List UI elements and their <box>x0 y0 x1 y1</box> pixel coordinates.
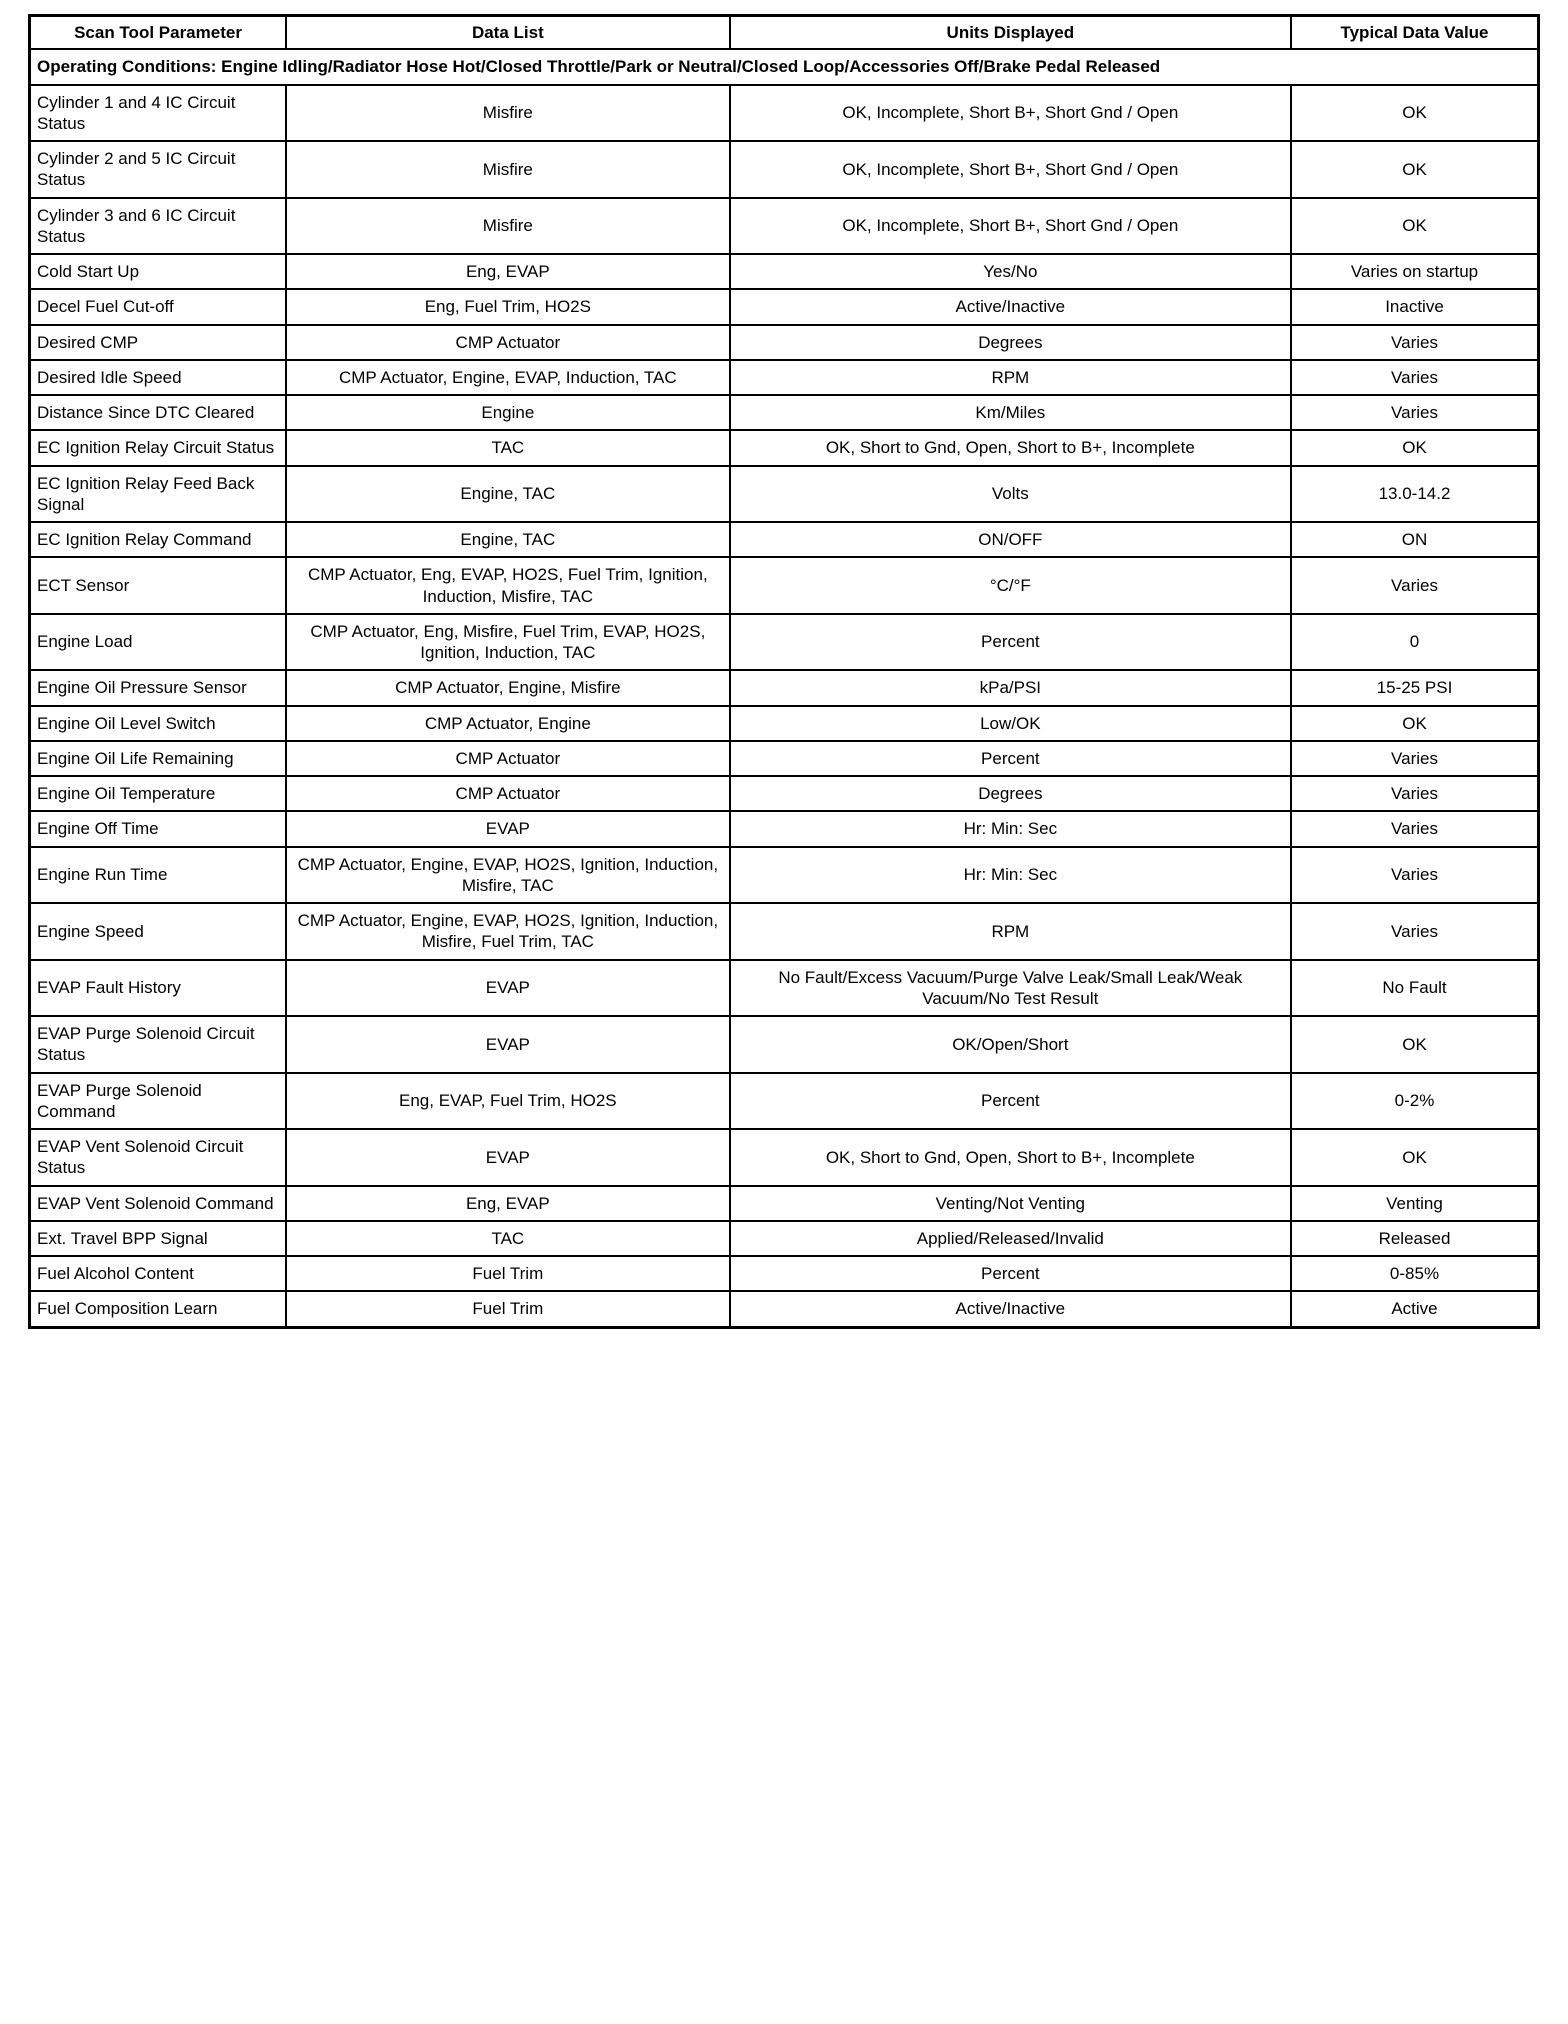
typical-value-cell: No Fault <box>1291 960 1539 1017</box>
data-list-cell: Misfire <box>286 198 730 255</box>
units-cell: ON/OFF <box>730 522 1291 557</box>
table-row <box>30 430 1539 465</box>
typical-value-cell: Varies <box>1291 741 1539 776</box>
table-row <box>30 85 1539 142</box>
table-row <box>30 903 1539 960</box>
parameter-cell: Cylinder 1 and 4 IC Circuit Status <box>30 85 287 142</box>
data-list-cell: Eng, EVAP, Fuel Trim, HO2S <box>286 1073 730 1130</box>
units-cell: Hr: Min: Sec <box>730 847 1291 904</box>
parameter-cell: EVAP Purge Solenoid Circuit Status <box>30 1016 287 1073</box>
data-list-cell: CMP Actuator, Engine, EVAP, HO2S, Ignition, Induction, Misfire, Fuel Trim, TAC <box>286 903 730 960</box>
data-list-cell: CMP Actuator <box>286 741 730 776</box>
data-list-cell: Eng, EVAP <box>286 254 730 289</box>
parameter-cell: EC Ignition Relay Circuit Status <box>30 430 287 465</box>
data-list-cell: CMP Actuator, Eng, EVAP, HO2S, Fuel Trim, Ignition, Induction, Misfire, TAC <box>286 557 730 614</box>
table-row <box>30 1129 1539 1186</box>
parameter-cell: ECT Sensor <box>30 557 287 614</box>
table-row <box>30 741 1539 776</box>
units-cell: OK, Short to Gnd, Open, Short to B+, Incomplete <box>730 430 1291 465</box>
typical-value-cell: Varies <box>1291 325 1539 360</box>
units-cell: Volts <box>730 466 1291 523</box>
table-row <box>30 776 1539 811</box>
data-list-cell: CMP Actuator <box>286 325 730 360</box>
typical-value-cell: Active <box>1291 1291 1539 1327</box>
units-cell: kPa/PSI <box>730 670 1291 705</box>
parameter-cell: Distance Since DTC Cleared <box>30 395 287 430</box>
table-row <box>30 1291 1539 1327</box>
typical-value-cell: Inactive <box>1291 289 1539 324</box>
typical-value-cell: OK <box>1291 1016 1539 1073</box>
parameter-cell: Engine Oil Pressure Sensor <box>30 670 287 705</box>
table-row <box>30 811 1539 846</box>
table-row <box>30 141 1539 198</box>
typical-value-cell: Varies <box>1291 395 1539 430</box>
parameter-cell: Fuel Composition Learn <box>30 1291 287 1327</box>
column-header-units-displayed: Units Displayed <box>730 16 1291 50</box>
parameter-cell: EC Ignition Relay Feed Back Signal <box>30 466 287 523</box>
units-cell: Percent <box>730 741 1291 776</box>
typical-value-cell: OK <box>1291 1129 1539 1186</box>
typical-value-cell: Varies <box>1291 557 1539 614</box>
parameter-cell: Engine Oil Life Remaining <box>30 741 287 776</box>
units-cell: Km/Miles <box>730 395 1291 430</box>
typical-value-cell: Varies <box>1291 903 1539 960</box>
units-cell: Venting/Not Venting <box>730 1186 1291 1221</box>
header-row <box>30 16 1539 50</box>
typical-value-cell: OK <box>1291 85 1539 142</box>
data-list-cell: EVAP <box>286 1129 730 1186</box>
parameter-cell: Cylinder 2 and 5 IC Circuit Status <box>30 141 287 198</box>
table-row <box>30 670 1539 705</box>
parameter-cell: Engine Oil Temperature <box>30 776 287 811</box>
typical-value-cell: OK <box>1291 706 1539 741</box>
data-list-cell: TAC <box>286 1221 730 1256</box>
units-cell: OK, Incomplete, Short B+, Short Gnd / Open <box>730 198 1291 255</box>
data-list-cell: CMP Actuator, Engine, Misfire <box>286 670 730 705</box>
parameter-cell: Fuel Alcohol Content <box>30 1256 287 1291</box>
typical-value-cell: 13.0-14.2 <box>1291 466 1539 523</box>
table-row <box>30 466 1539 523</box>
column-header-scan-tool-parameter: Scan Tool Parameter <box>30 16 287 50</box>
parameter-cell: Desired CMP <box>30 325 287 360</box>
table-row <box>30 360 1539 395</box>
data-list-cell: CMP Actuator, Engine <box>286 706 730 741</box>
parameter-cell: EVAP Vent Solenoid Command <box>30 1186 287 1221</box>
data-list-cell: CMP Actuator <box>286 776 730 811</box>
units-cell: RPM <box>730 360 1291 395</box>
table-row <box>30 847 1539 904</box>
units-cell: Percent <box>730 1073 1291 1130</box>
units-cell: OK, Short to Gnd, Open, Short to B+, Incomplete <box>730 1129 1291 1186</box>
data-list-cell: CMP Actuator, Eng, Misfire, Fuel Trim, EVAP, HO2S, Ignition, Induction, TAC <box>286 614 730 671</box>
table-row <box>30 1256 1539 1291</box>
parameter-cell: Desired Idle Speed <box>30 360 287 395</box>
parameter-cell: Engine Oil Level Switch <box>30 706 287 741</box>
data-list-cell: CMP Actuator, Engine, EVAP, HO2S, Ignition, Induction, Misfire, TAC <box>286 847 730 904</box>
parameter-cell: Engine Load <box>30 614 287 671</box>
table-body <box>30 85 1539 1328</box>
data-list-cell: Engine, TAC <box>286 522 730 557</box>
table-row <box>30 198 1539 255</box>
units-cell: RPM <box>730 903 1291 960</box>
table-row <box>30 395 1539 430</box>
units-cell: OK, Incomplete, Short B+, Short Gnd / Open <box>730 141 1291 198</box>
data-list-cell: TAC <box>286 430 730 465</box>
typical-value-cell: 15-25 PSI <box>1291 670 1539 705</box>
column-header-data-list: Data List <box>286 16 730 50</box>
data-list-cell: Engine <box>286 395 730 430</box>
data-list-cell: CMP Actuator, Engine, EVAP, Induction, TAC <box>286 360 730 395</box>
table-row <box>30 289 1539 324</box>
typical-value-cell: OK <box>1291 141 1539 198</box>
units-cell: Active/Inactive <box>730 1291 1291 1327</box>
operating-conditions-row <box>30 49 1539 84</box>
data-list-cell: EVAP <box>286 811 730 846</box>
data-list-cell: Fuel Trim <box>286 1256 730 1291</box>
data-list-cell: Eng, Fuel Trim, HO2S <box>286 289 730 324</box>
scan-tool-parameter-table <box>28 14 1540 1329</box>
operating-conditions-text: Operating Conditions: Engine Idling/Radiator Hose Hot/Closed Throttle/Park or Neutral/Closed Loop/Accessories Off/Brake Pedal Released <box>30 49 1539 84</box>
units-cell: °C/°F <box>730 557 1291 614</box>
typical-value-cell: 0 <box>1291 614 1539 671</box>
table-row <box>30 1221 1539 1256</box>
data-list-cell: Eng, EVAP <box>286 1186 730 1221</box>
typical-value-cell: Released <box>1291 1221 1539 1256</box>
parameter-cell: EC Ignition Relay Command <box>30 522 287 557</box>
units-cell: Percent <box>730 1256 1291 1291</box>
data-list-cell: Misfire <box>286 141 730 198</box>
units-cell: Percent <box>730 614 1291 671</box>
parameter-cell: Cold Start Up <box>30 254 287 289</box>
units-cell: Hr: Min: Sec <box>730 811 1291 846</box>
parameter-cell: Engine Off Time <box>30 811 287 846</box>
parameter-cell: Decel Fuel Cut-off <box>30 289 287 324</box>
table-row <box>30 960 1539 1017</box>
typical-value-cell: OK <box>1291 430 1539 465</box>
parameter-cell: EVAP Purge Solenoid Command <box>30 1073 287 1130</box>
parameter-cell: EVAP Fault History <box>30 960 287 1017</box>
table-row <box>30 614 1539 671</box>
data-list-cell: EVAP <box>286 960 730 1017</box>
units-cell: Degrees <box>730 325 1291 360</box>
typical-value-cell: Venting <box>1291 1186 1539 1221</box>
table-row <box>30 254 1539 289</box>
table-row <box>30 522 1539 557</box>
units-cell: Applied/Released/Invalid <box>730 1221 1291 1256</box>
table-row <box>30 1016 1539 1073</box>
parameter-cell: Engine Speed <box>30 903 287 960</box>
data-list-cell: Fuel Trim <box>286 1291 730 1327</box>
typical-value-cell: Varies <box>1291 847 1539 904</box>
column-header-typical-data-value: Typical Data Value <box>1291 16 1539 50</box>
units-cell: Degrees <box>730 776 1291 811</box>
typical-value-cell: Varies <box>1291 360 1539 395</box>
typical-value-cell: 0-85% <box>1291 1256 1539 1291</box>
table-row <box>30 706 1539 741</box>
units-cell: OK/Open/Short <box>730 1016 1291 1073</box>
parameter-cell: Ext. Travel BPP Signal <box>30 1221 287 1256</box>
typical-value-cell: Varies on startup <box>1291 254 1539 289</box>
typical-value-cell: 0-2% <box>1291 1073 1539 1130</box>
typical-value-cell: ON <box>1291 522 1539 557</box>
units-cell: No Fault/Excess Vacuum/Purge Valve Leak/Small Leak/Weak Vacuum/No Test Result <box>730 960 1291 1017</box>
table-row <box>30 557 1539 614</box>
typical-value-cell: OK <box>1291 198 1539 255</box>
parameter-cell: Engine Run Time <box>30 847 287 904</box>
units-cell: Yes/No <box>730 254 1291 289</box>
data-list-cell: Misfire <box>286 85 730 142</box>
units-cell: Active/Inactive <box>730 289 1291 324</box>
units-cell: OK, Incomplete, Short B+, Short Gnd / Open <box>730 85 1291 142</box>
table-row <box>30 1073 1539 1130</box>
table-row <box>30 1186 1539 1221</box>
data-list-cell: EVAP <box>286 1016 730 1073</box>
units-cell: Low/OK <box>730 706 1291 741</box>
parameter-cell: EVAP Vent Solenoid Circuit Status <box>30 1129 287 1186</box>
table-row <box>30 325 1539 360</box>
data-list-cell: Engine, TAC <box>286 466 730 523</box>
typical-value-cell: Varies <box>1291 776 1539 811</box>
parameter-cell: Cylinder 3 and 6 IC Circuit Status <box>30 198 287 255</box>
typical-value-cell: Varies <box>1291 811 1539 846</box>
